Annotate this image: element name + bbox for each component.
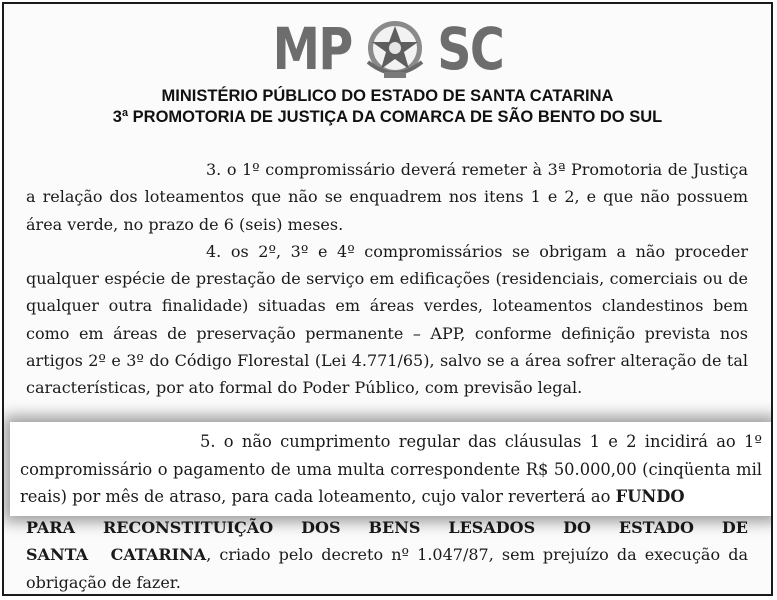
logo-text-right: SC [437,15,504,83]
clause-4: 4. os 2º, 3º e 4º compromissários se obrigam a não proceder qualquer espécie de prestação de serviço em edificações (residenciais, comerciais ou de qualquer outra finalidade) situadas em áreas verdes, loteamentos clandestinos bem como em áreas de preservação permanente – APP, conforme definição prevista nos artigos 2º e 3º do Código Florestal (Lei 4.771/65), salvo se a área sofrer alteração de tal características, por ato formal do Poder Público, com previsão legal. [26,241,748,398]
clause-5-bold-fund-name: PARA RECONSTITUIÇÃO DOS BENS LESADOS DO ESTADO DE SANTA CATARINA [26,518,748,565]
clause-5-text: 5. o não cumprimento regular das cláusulas 1 e 2 incidirá ao 1º compromissário o pagamento de uma multa correspondente R$ 50.000,00 (cinqüenta mil reais) por mês de atraso, para cada loteamento, cujo valor reverterá ao [20,432,762,506]
logo-text-left: MP [272,15,352,83]
clause-5-paragraph [20,428,762,511]
clause-5-bold-fundo: FUNDO [615,487,685,506]
document-body [26,156,748,402]
mpsc-logo [4,15,771,83]
clause-5-end-text: , criado pelo decreto nº 1.047/87, sem prejuízo da execução da obrigação de fazer. [26,545,748,592]
clause-3: 3. o 1º compromissário deverá remeter à 3ª Promotoria de Justiça a relação dos loteamentos que não se enquadrem nos itens 1 e 2, e que não possuem área verde, no prazo de 6 (seis) meses. [26,160,748,234]
highlighted-clause-5 [10,422,772,516]
document-header [4,86,771,128]
clause-5-continuation [26,514,748,596]
state-seal-icon [362,18,428,80]
document-page [2,2,773,596]
header-line-2: 3ª PROMOTORIA DE JUSTIÇA DA COMARCA DE SÃO BENTO DO SUL [112,108,663,126]
header-line-1: MINISTÉRIO PÚBLICO DO ESTADO DE SANTA CATARINA [161,87,614,105]
